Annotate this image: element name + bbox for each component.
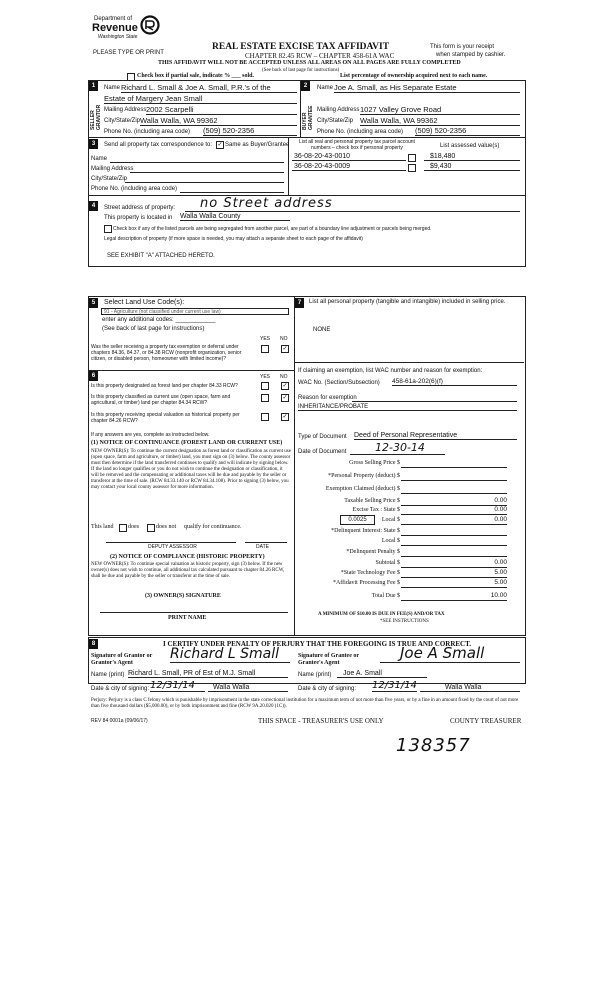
doc-type-label: Type of Document [298,434,347,440]
local-rate-box[interactable]: 0.0025 [340,515,375,525]
grantee-date-label: Date & city of signing: [298,686,357,692]
buyer-side-label: BUYER GRANTEE [302,105,314,130]
grantee-date-value[interactable]: 12/31/14 [372,680,417,691]
calc-label: Local $ [381,538,400,544]
wac-value[interactable]: 458-61a-202(6)(f) [392,378,517,386]
grantor-name-label: Name (print) [91,672,125,678]
seller-phone-label: Phone No. (including area code) [104,129,191,135]
doc-date-value[interactable]: 12-30-14 [350,441,445,455]
seller-name-line1[interactable]: Richard L. Small & Joe A. Small, P.R.'s of the [121,83,297,93]
seller-city-value[interactable]: Walla Walla, WA 99362 [140,116,297,126]
s6-if-yes: If any answers are yes, complete as instructed below. [91,432,210,438]
see-instructions: *SEE INSTRUCTIONS [380,619,429,624]
personal-property-value: NONE [313,327,331,333]
grantor-signature[interactable]: Richard L Small [170,646,290,663]
buyer-phone-value[interactable]: (509) 520-2356 [415,126,520,136]
s3-phone-line[interactable] [180,192,284,193]
send-to-label: Send all property tax correspondence to: [104,142,213,148]
form-chapter: CHAPTER 82.45 RCW – CHAPTER 458-61A WAC [245,52,395,60]
reason-line[interactable] [352,401,517,402]
calc-value[interactable]: 0.00 [401,506,507,515]
section-2-badge: 2 [301,81,310,91]
assessed-value[interactable]: $9,430 [424,163,520,171]
form-notice: THIS AFFIDAVIT WILL NOT BE ACCEPTED UNLESS ALL AREAS ON ALL PAGES ARE FULLY COMPLETED [158,60,461,66]
personal-property-label: List all personal property (tangible and intangible) included in selling price. [309,299,506,305]
does-not-label: does not [156,524,177,530]
deputy-date-label: DATE [256,544,269,550]
does-label: does [128,524,139,530]
calc-label: *Personal Property (deduct) $ [328,473,400,479]
grantee-city-value[interactable]: Walla Walla [420,684,520,692]
personal-property-checkbox[interactable] [408,164,416,172]
buyer-city-value[interactable]: Walla Walla, WA 99362 [360,116,520,126]
partial-sale-label: Check box if partial sale, indicate % ___ sold. [137,73,255,79]
reason-line-2[interactable] [298,410,517,411]
parcel-row [292,163,520,172]
seller-city-label: City/State/Zip [104,118,141,124]
grantor-date-label: Date & city of signing: [91,686,150,692]
s3-phone-label: Phone No. (including area code) [91,186,178,192]
perjury-text: Perjury: Perjury is a class C felony which is punishable by imprisonment in the state correctional institution for a maximum term of not more than five years, or by a fine in an amount fixed by the court of not more than five thousand dollars ($5,000.00), or by both imprisonment and fine (RCW 9A.20.020 (1C)). [91,698,519,709]
notice1-body: NEW OWNER(S): To continue the current designation as forest land or classification as current use (open space, farm and agriculture, or timber) land, you must sign on (3) below. The county assessor must then determine if the land transferred continues to qualify and will indicate by signing below. If the land no longer qualifies or you do not wish to continue the designation or classification, it will be removed and the compensating or additional taxes will be due and payable by the seller or transferor at the time of sale. (RCW 84.33.140 or RCW 84.34.108). Prior to signing (3) below, you may contact your local county assessor for more information. [91,449,291,490]
section-4-badge: 4 [89,201,98,211]
s5-yes-checkbox[interactable] [261,345,269,353]
grantor-date-value[interactable]: 12/31/14 [150,680,205,692]
calc-label: *Delinquent Interest: State $ [331,528,400,534]
dept-logo [92,15,162,45]
ownership-label: List percentage of ownership acquired next to each name. [340,73,488,79]
owner-sig-label: (3) OWNER(S) SIGNATURE [145,593,221,599]
s3-name-label: Name [91,156,108,162]
exhibit-text: SEE EXHIBIT "A" ATTACHED HERETO. [107,253,215,259]
see-back: (See back of last page for instructions) [262,68,340,73]
reason-label: Reason for exemption [298,395,357,401]
section-1-badge: 1 [89,81,98,91]
seller-mailing-value[interactable]: 2002 Scarpelli [146,105,297,115]
legal-label: Legal description of property (if more space is needed, you may attach a separate sheet to each page of the affidavit) [104,236,363,242]
deputy-line[interactable] [106,542,236,543]
treasurer-space: THIS SPACE - TREASURER'S USE ONLY [258,717,384,725]
s6-yes-label: YES [260,374,271,380]
revenue-logo-icon [140,15,160,35]
located-in-label: This property is located in [104,215,173,221]
located-in-value[interactable]: Walla Walla County [180,213,290,221]
calc-value[interactable]: 10.00 [401,592,507,601]
s5-question: Was the seller receiving a property tax exemption or deferral under chapters 84.36, 84.37, or 84.38 RCW (nonprofit organization, senior citizen, or disabled person, homeowner with limited income)? [91,344,242,362]
s6-q2-yes[interactable] [261,394,269,402]
s3-name-line[interactable] [110,162,284,163]
calc-label: *Affidavit Processing Fee $ [332,580,400,586]
s5-see-back: (See back of last page for instructions) [102,326,205,332]
street-value[interactable]: no Street address [185,196,520,212]
s6-q3: Is this property receiving special valuation as historical property per chapter 84.26 RCW? [91,412,240,424]
calc-label: Gross Selling Price $ [349,460,400,466]
calc-value[interactable]: 0.00 [401,516,507,525]
seller-side-label: SELLER GRANTOR [90,104,102,130]
calc-value[interactable] [401,537,507,546]
grantee-sig-label: Signature of Grantee or Grantee's Agent [298,653,359,666]
notice1-title: (1) NOTICE OF CONTINUANCE (FOREST LAND OR CURRENT USE) [91,440,283,446]
minimum-due: A MINIMUM OF $10.00 IS DUE IN FEE(S) AND/OR TAX [318,612,445,617]
calc-value[interactable] [401,459,507,468]
calc-value[interactable] [401,527,507,536]
street-label: Street address of property: [104,205,176,211]
calc-value[interactable] [401,485,507,494]
s6-q1: Is this property designated as forest land per chapter 84.33 RCW? [91,383,238,389]
calc-label: Taxable Selling Price $ [344,498,400,504]
certify-text: I CERTIFY UNDER PENALTY OF PERJURY THAT THE FOREGOING IS TRUE AND CORRECT. [163,640,472,648]
s5-no-checkbox[interactable]: ✓ [282,346,288,352]
calc-value[interactable]: 0.00 [401,559,507,568]
does-not-checkbox[interactable] [147,524,155,532]
seller-name-line2[interactable]: Estate of Margery Jean Small [104,94,297,104]
buyer-name-value[interactable]: Joe A. Small, as His Separate Estate [334,83,520,93]
doc-type-value[interactable]: Deed of Personal Representative [354,432,517,440]
section-7-badge: 7 [295,298,304,308]
assessed-header: List assessed value(s) [440,143,500,149]
calc-label: Subtotal $ [375,560,400,566]
s5-yes-label: YES [260,336,271,342]
calc-label: Excise Tax : State $ [352,507,400,513]
calc-value[interactable] [401,472,507,481]
buyer-mailing-label: Mailing Address [317,107,360,113]
reason-value[interactable]: INHERITANCE/PROBATE [298,404,369,410]
doc-date-label: Date of Document [298,449,347,455]
grantor-sig-label: Signature of Grantor or Grantor's Agent [91,653,153,666]
segregated-label: Check box if any of the listed parcels are being segregated from another parcel, are part of a boundary line adjustment or parcels being merged. [113,226,432,232]
s3-mailing-line[interactable] [130,172,284,173]
seller-mailing-label: Mailing Address [104,107,147,113]
parcel-number[interactable]: 36-08-20-43-0010 [292,153,406,161]
dept-line1: Department of [94,16,133,22]
rev-number: REV 84 0001a (09/06/17) [91,718,148,724]
land-use-label: Select Land Use Code(s): [104,299,185,306]
deputy-date-line[interactable] [245,542,287,543]
s6-q3-no[interactable]: ✓ [282,414,288,420]
s6-no-label: NO [280,374,288,380]
personal-property-checkbox[interactable] [408,154,416,162]
print-name-label: PRINT NAME [168,615,207,621]
deputy-label: DEPUTY ASSESSOR [148,544,197,550]
grantor-city-value[interactable]: Walla Walla [208,684,288,692]
parcel-row [292,153,520,162]
does-checkbox[interactable] [119,524,127,532]
calc-label: *Delinquent Penalty $ [346,549,400,555]
dept-line3: Washington State [98,34,138,40]
same-as-label: Same as Buyer/Grantee [225,142,290,148]
land-use-code-select[interactable]: 91 - Agriculture (not classified under current use law) [101,308,289,315]
parcel-header: List all real and personal property tax parcel account numbers – check box if personal property [299,139,415,151]
grantee-signature[interactable]: Joe A Small [380,644,520,663]
this-land-label: This land [91,524,114,530]
grantor-name-value[interactable]: Richard L. Small, PR of Est of M.J. Small [128,670,288,678]
stamp-number: 138357 [396,735,471,756]
buyer-name-label: Name [317,85,334,91]
s3-city-line[interactable] [125,182,284,183]
assessed-value[interactable]: $18,480 [424,153,520,161]
notice2-title: (2) NOTICE OF COMPLIANCE (HISTORIC PROPERTY) [110,554,265,560]
section-3-badge: 3 [89,139,98,149]
grantee-name-value[interactable]: Joe A. Small [337,670,427,678]
form-title: REAL ESTATE EXCISE TAX AFFIDAVIT [212,42,390,52]
same-as-checkbox[interactable]: ✓ [217,142,223,148]
receipt-line1: This form is your receipt [430,44,495,50]
notice2-body: NEW OWNER(S): To continue special valuation as historic property, sign (3) below. If the new owner(s) does not wish to continue, all additional tax calculated pursuant to chapter 84.26 RCW, shall be due and payable by the seller or transferor at the time of sale. [91,562,285,579]
calc-label: Total Due $ [371,593,400,599]
calc-value[interactable]: 5.00 [401,569,507,578]
county-treasurer: COUNTY TREASURER [450,717,522,725]
calc-value[interactable]: 5.00 [401,579,507,588]
additional-codes: enter any additional codes: ____________ [102,317,216,323]
s6-q3-yes[interactable] [261,413,269,421]
s6-q1-yes[interactable] [261,382,269,390]
exemption-prompt: If claiming an exemption, list WAC number and reason for exemption: [298,368,483,374]
type-or-print: PLEASE TYPE OR PRINT [93,50,164,56]
segregated-checkbox[interactable] [104,225,112,233]
calc-value[interactable]: 0.00 [401,497,507,506]
section-8-badge: 8 [89,639,98,649]
calc-label: *State Technology Fee $ [340,570,400,576]
calc-value[interactable] [401,548,507,557]
buyer-mailing-value[interactable]: 1027 Valley Grove Road [360,105,520,115]
section-6-badge: 6 [89,371,98,381]
seller-name-label: Name [104,85,121,91]
section-5-badge: 5 [89,298,98,308]
buyer-city-label: City/State/Zip [317,118,354,124]
s6-q2: Is this property classified as current use (open space, farm and agricultural, or timber) land per chapter 84.34 RCW? [91,394,231,406]
s3-city-label: City/State/Zip [91,176,128,182]
s5-no-label: NO [280,336,288,342]
s6-q1-no[interactable]: ✓ [282,383,288,389]
calc-label: Exemption Claimed (deduct) $ [325,486,400,492]
wac-label: WAC No. (Section/Subsection) [298,380,380,386]
grantee-name-label: Name (print) [298,672,332,678]
parcel-number[interactable]: 36-08-20-43-0009 [292,163,406,171]
qualify-label: qualify for continuance. [184,524,242,530]
seller-phone-value[interactable]: (509) 520-2356 [203,126,297,136]
s6-q2-no[interactable]: ✓ [282,395,288,401]
calc-label: Local $ [381,517,400,523]
buyer-phone-label: Phone No. (including area code) [317,129,404,135]
receipt-line2: when stamped by cashier. [436,52,506,58]
print-name-line[interactable] [100,612,288,613]
s3-mailing-label: Mailing Address [91,166,134,172]
dept-line2: Revenue [92,22,138,34]
